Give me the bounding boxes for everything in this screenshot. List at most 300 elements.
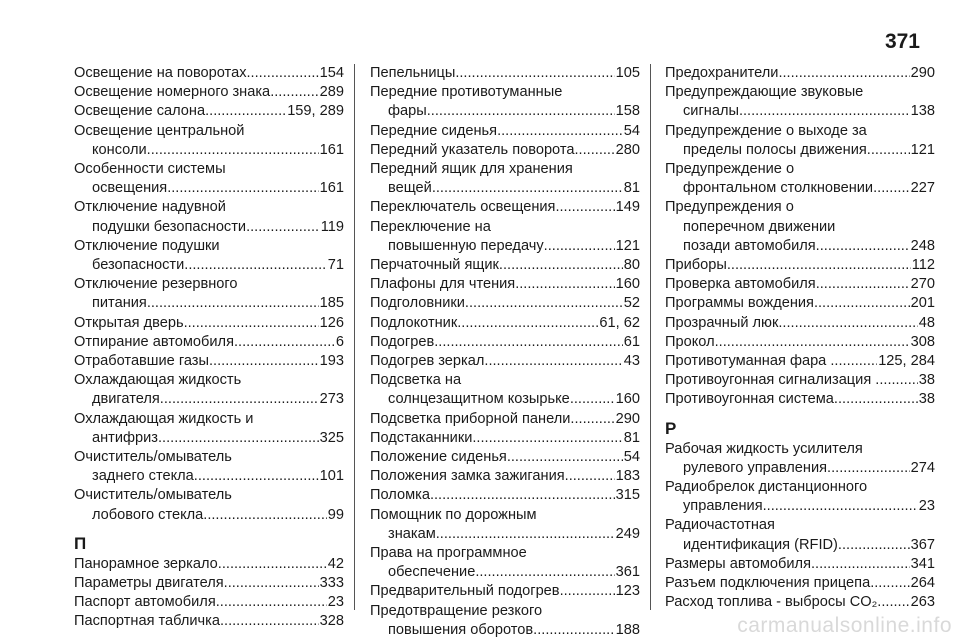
- dot-leader: [575, 141, 615, 160]
- entry-text: Предупреждающие звуковые: [665, 84, 864, 101]
- index-entry[interactable]: [370, 486, 640, 505]
- page-reference[interactable]: 125, 284: [878, 353, 935, 370]
- entry-text: Особенности системы: [74, 161, 226, 178]
- index-entry[interactable]: [370, 467, 640, 486]
- index-column-2: [370, 64, 640, 640]
- dot-leader: [879, 371, 917, 390]
- dot-leader: [220, 612, 319, 631]
- dot-leader: [246, 218, 320, 237]
- entry-line: [665, 478, 935, 497]
- page-reference[interactable]: 249: [615, 525, 640, 542]
- entry-line: [370, 218, 640, 237]
- entry-line: [665, 275, 935, 294]
- page-reference[interactable]: 201: [910, 295, 935, 312]
- page-reference[interactable]: 183: [615, 468, 640, 485]
- index-entry[interactable]: [665, 294, 935, 313]
- entry-text: Перчаточный ящик: [370, 257, 499, 274]
- entry-line: [665, 294, 935, 313]
- index-entry[interactable]: [665, 440, 935, 478]
- dot-leader: [465, 294, 623, 313]
- entry-text: Переключатель освещения: [370, 199, 556, 216]
- page-reference[interactable]: 43: [623, 353, 640, 370]
- entry-text: Радиочастотная: [665, 517, 775, 534]
- entry-line: [370, 256, 640, 275]
- dot-leader: [778, 314, 917, 333]
- index-entry[interactable]: [74, 237, 344, 275]
- entry-text: управления: [683, 498, 763, 515]
- page-reference[interactable]: 273: [319, 391, 344, 408]
- entry-text: поперечном движении: [683, 218, 836, 235]
- entry-line: [74, 179, 344, 198]
- page-reference[interactable]: 119: [320, 218, 344, 235]
- entry-text: Подголовники: [370, 295, 465, 312]
- entry-text: Подогрев: [370, 333, 435, 350]
- entry-text: Отработавшие газы: [74, 353, 209, 370]
- entry-line: [665, 198, 935, 217]
- page-reference[interactable]: 264: [910, 575, 935, 592]
- dot-leader: [203, 506, 327, 525]
- entry-text: Освещение салона: [74, 103, 206, 120]
- page-reference[interactable]: 99: [327, 506, 344, 523]
- page-reference[interactable]: 54: [623, 122, 640, 139]
- dot-leader: [434, 333, 623, 352]
- entry-text: идентификация (RFID): [683, 536, 838, 553]
- index-entry[interactable]: [74, 352, 344, 371]
- page-reference[interactable]: 81: [623, 180, 640, 197]
- index-column-3: [665, 64, 935, 612]
- page-reference[interactable]: 263: [910, 594, 935, 611]
- index-column-1: [74, 64, 344, 632]
- page-reference[interactable]: 38: [918, 372, 935, 389]
- page-reference[interactable]: 270: [910, 276, 935, 293]
- entry-line: [370, 179, 640, 198]
- entry-line: [370, 160, 640, 179]
- entry-text: Открытая дверь: [74, 314, 184, 331]
- entry-text: Помощник по дорожным: [370, 506, 537, 523]
- page-reference[interactable]: 23: [918, 498, 935, 515]
- index-entry[interactable]: [74, 448, 344, 486]
- dot-leader: [834, 390, 918, 409]
- entry-text: Паспортная табличка: [74, 613, 220, 630]
- entry-line: [74, 218, 344, 237]
- dot-leader: [484, 352, 622, 371]
- page-reference[interactable]: 81: [623, 429, 640, 446]
- entry-line: [665, 371, 935, 390]
- entry-line: [74, 486, 344, 505]
- entry-text: Предупреждение о: [665, 161, 795, 178]
- dot-leader: [570, 410, 614, 429]
- entry-line: [74, 64, 344, 83]
- page-reference[interactable]: 308: [910, 333, 935, 350]
- entry-text: Программы вождения: [665, 295, 814, 312]
- entry-line: [665, 179, 935, 198]
- dot-leader: [194, 467, 319, 486]
- dot-leader: [499, 256, 623, 275]
- entry-text: Очиститель/омыватель: [74, 487, 232, 504]
- dot-leader: [877, 179, 910, 198]
- dot-leader: [158, 429, 319, 448]
- entry-text: Прокол: [665, 333, 715, 350]
- entry-text: Отключение резервного: [74, 276, 238, 293]
- index-entry[interactable]: [74, 64, 344, 83]
- dot-leader: [218, 555, 327, 574]
- index-entry[interactable]: [665, 314, 935, 333]
- entry-line: [370, 198, 640, 217]
- page-reference[interactable]: 61, 62: [599, 314, 640, 331]
- index-entry[interactable]: [74, 314, 344, 333]
- index-entry[interactable]: [370, 410, 640, 429]
- entry-line: [665, 333, 935, 352]
- dot-leader: [430, 486, 615, 505]
- index-entry[interactable]: [665, 390, 935, 409]
- index-entry[interactable]: [370, 352, 640, 371]
- page-reference[interactable]: 123: [615, 583, 640, 600]
- entry-line: [370, 333, 640, 352]
- entry-line: [74, 294, 344, 313]
- entry-line: [370, 467, 640, 486]
- index-entry[interactable]: [74, 486, 344, 524]
- entry-text: Подлокотник: [370, 314, 458, 331]
- index-entry[interactable]: [74, 160, 344, 198]
- entry-text: Охлаждающая жидкость: [74, 372, 242, 389]
- page-reference[interactable]: 289: [319, 84, 344, 101]
- index-entry[interactable]: [74, 122, 344, 160]
- dot-leader: [533, 621, 614, 640]
- entry-text: Подстаканники: [370, 429, 473, 446]
- page-reference[interactable]: 367: [910, 536, 935, 553]
- entry-line: [665, 237, 935, 256]
- entry-text: подушки безопасности: [92, 218, 247, 235]
- dot-leader: [727, 256, 911, 275]
- entry-text: Отключение надувной: [74, 199, 226, 216]
- entry-line: [370, 141, 640, 160]
- entry-text: Пепельницы: [370, 65, 456, 81]
- page-reference[interactable]: 121: [615, 237, 640, 254]
- dot-leader: [565, 467, 615, 486]
- page-reference[interactable]: 193: [319, 353, 344, 370]
- entry-line: [370, 525, 640, 544]
- page-reference[interactable]: 315: [615, 487, 640, 504]
- entry-line: [74, 275, 344, 294]
- entry-text: лобового стекла: [92, 506, 204, 523]
- dot-leader: [184, 256, 327, 275]
- entry-text: Освещение номерного знака: [74, 84, 271, 101]
- entry-text: Передний указатель поворота: [370, 141, 575, 158]
- index-entry[interactable]: [665, 256, 935, 275]
- entry-text: питания: [92, 295, 147, 312]
- entry-line: [74, 390, 344, 409]
- entry-text: Параметры двигателя: [74, 575, 224, 592]
- index-entry[interactable]: [665, 516, 935, 554]
- entry-text: солнцезащитном козырьке: [388, 391, 570, 408]
- entry-line: [665, 574, 935, 593]
- index-entry[interactable]: [74, 555, 344, 574]
- index-entry[interactable]: [74, 275, 344, 313]
- page-reference[interactable]: 42: [327, 555, 344, 572]
- entry-line: [665, 314, 935, 333]
- entry-text: Передние сиденья: [370, 122, 498, 139]
- entry-text: вещей: [388, 180, 432, 197]
- entry-line: [665, 122, 935, 141]
- dot-leader: [224, 574, 319, 593]
- page-reference[interactable]: 126: [319, 314, 344, 331]
- page-reference[interactable]: 154: [319, 65, 344, 81]
- column-divider-1: [354, 64, 355, 610]
- entry-line: [370, 237, 640, 256]
- entry-line: [665, 459, 935, 478]
- index-entry[interactable]: [370, 544, 640, 582]
- index-entry[interactable]: [74, 593, 344, 612]
- entry-text: Освещение на поворотах: [74, 65, 247, 81]
- entry-line: [665, 390, 935, 409]
- page-reference[interactable]: 227: [910, 180, 935, 197]
- index-entry[interactable]: [665, 160, 935, 198]
- dot-leader: [432, 179, 623, 198]
- page-reference[interactable]: 71: [327, 257, 344, 274]
- entry-line: [74, 555, 344, 574]
- entry-text: Противоугонная система: [665, 391, 834, 408]
- dot-leader: [472, 429, 622, 448]
- dot-leader: [234, 333, 335, 352]
- page-reference[interactable]: 325: [319, 429, 344, 446]
- entry-text: Проверка автомобиля: [665, 276, 816, 293]
- dot-leader: [838, 536, 910, 555]
- index-entry[interactable]: [370, 371, 640, 409]
- entry-line: [370, 429, 640, 448]
- dot-leader: [455, 64, 614, 83]
- page-reference[interactable]: 61: [623, 333, 640, 350]
- entry-line: [74, 506, 344, 525]
- page-reference[interactable]: 188: [615, 621, 640, 638]
- index-entry[interactable]: [370, 160, 640, 198]
- entry-text: Положение сиденья: [370, 449, 507, 466]
- section-letter: Р: [665, 418, 677, 438]
- entry-line: [74, 256, 344, 275]
- page-reference[interactable]: 6: [335, 333, 344, 350]
- page-reference[interactable]: 290: [615, 410, 640, 427]
- entry-line: [370, 410, 640, 429]
- entry-line: [665, 83, 935, 102]
- page-reference[interactable]: 159, 289: [287, 103, 344, 120]
- dot-leader: [147, 141, 319, 160]
- entry-line: [74, 314, 344, 333]
- page-reference[interactable]: 38: [918, 391, 935, 408]
- dot-leader: [205, 102, 286, 121]
- entry-text: Подсветка на: [370, 372, 462, 389]
- entry-text: Права на программное: [370, 545, 527, 562]
- index-entry[interactable]: [665, 555, 935, 574]
- index-entry[interactable]: [370, 429, 640, 448]
- index-entry[interactable]: [370, 64, 640, 83]
- entry-text: рулевого управления: [683, 459, 828, 476]
- page-reference[interactable]: 161: [319, 180, 344, 197]
- page-reference[interactable]: 54: [623, 449, 640, 466]
- dot-leader: [270, 83, 318, 102]
- entry-line: [74, 141, 344, 160]
- index-entry[interactable]: [74, 410, 344, 448]
- entry-line: [370, 448, 640, 467]
- page-reference[interactable]: 185: [319, 295, 344, 312]
- page-reference[interactable]: 52: [623, 295, 640, 312]
- index-entry[interactable]: [74, 612, 344, 631]
- entry-text: Паспорт автомобиля: [74, 594, 216, 611]
- entry-line: [74, 83, 344, 102]
- page-reference[interactable]: 80: [623, 257, 640, 274]
- page-reference[interactable]: 160: [615, 391, 640, 408]
- dot-leader: [544, 237, 615, 256]
- page-reference[interactable]: 333: [319, 575, 344, 592]
- index-entry[interactable]: [370, 141, 640, 160]
- index-entry[interactable]: [370, 333, 640, 352]
- entry-text: Предохранители: [665, 65, 779, 81]
- index-entry[interactable]: [665, 352, 935, 371]
- index-entry[interactable]: [370, 83, 640, 121]
- index-entry[interactable]: [370, 294, 640, 313]
- dot-leader: [816, 275, 910, 294]
- entry-text: Противоугонная сигнализация .: [665, 372, 880, 389]
- page-reference[interactable]: 248: [910, 237, 935, 254]
- index-entry[interactable]: [665, 122, 935, 160]
- entry-text: Подогрев зеркал: [370, 353, 485, 370]
- index-entry[interactable]: [370, 256, 640, 275]
- entry-line: [370, 102, 640, 121]
- page-reference[interactable]: 290: [910, 65, 935, 81]
- index-entry[interactable]: [74, 198, 344, 236]
- page-reference[interactable]: 138: [910, 103, 935, 120]
- index-entry[interactable]: [665, 64, 935, 83]
- entry-line: [370, 602, 640, 621]
- page-reference[interactable]: 101: [319, 468, 344, 485]
- index-entry[interactable]: [370, 218, 640, 256]
- entry-text: Панорамное зеркало: [74, 555, 218, 572]
- entry-text: Освещение центральной: [74, 122, 245, 139]
- entry-line: [74, 237, 344, 256]
- entry-text: повышения оборотов: [388, 621, 534, 638]
- dot-leader: [475, 563, 614, 582]
- entry-line: [74, 122, 344, 141]
- page-reference[interactable]: 161: [319, 141, 344, 158]
- index-entry[interactable]: [370, 275, 640, 294]
- entry-text: обеспечение: [388, 564, 476, 581]
- entry-text: Предупреждение о выходе за: [665, 122, 867, 139]
- page-reference[interactable]: 112: [911, 257, 935, 274]
- index-entry[interactable]: [370, 582, 640, 601]
- index-entry[interactable]: [370, 198, 640, 217]
- entry-line: [74, 574, 344, 593]
- index-entry[interactable]: [370, 448, 640, 467]
- dot-leader: [843, 352, 878, 371]
- index-entry[interactable]: [370, 122, 640, 141]
- dot-leader: [247, 64, 319, 83]
- index-entry[interactable]: [74, 371, 344, 409]
- dot-leader: [209, 352, 319, 371]
- entry-text: Охлаждающая жидкость и: [74, 410, 254, 427]
- dot-leader: [739, 102, 910, 121]
- entry-text: Подсветка приборной панели: [370, 410, 571, 427]
- entry-line: [74, 371, 344, 390]
- page-reference[interactable]: 274: [910, 459, 935, 476]
- index-entry[interactable]: [665, 333, 935, 352]
- entry-text: двигателя: [92, 391, 160, 408]
- entry-line: [370, 621, 640, 640]
- dot-leader: [167, 179, 318, 198]
- entry-text: Радиобрелок дистанционного: [665, 479, 868, 496]
- index-entry[interactable]: [665, 478, 935, 516]
- dot-leader: [827, 459, 910, 478]
- entry-text: повышенную передачу: [388, 237, 544, 254]
- index-entry[interactable]: [665, 574, 935, 593]
- dot-leader: [147, 294, 319, 313]
- entry-line: [370, 563, 640, 582]
- index-entry[interactable]: [665, 371, 935, 390]
- index-entry[interactable]: [74, 83, 344, 102]
- dot-leader: [867, 141, 910, 160]
- entry-line: [74, 593, 344, 612]
- entry-text: фронтальном столкновении.: [683, 180, 878, 197]
- page-reference[interactable]: 48: [918, 314, 935, 331]
- index-entry[interactable]: [665, 275, 935, 294]
- index-entry[interactable]: [665, 198, 935, 256]
- dot-leader: [555, 198, 614, 217]
- page-reference[interactable]: 105: [615, 65, 640, 81]
- page-reference[interactable]: 158: [615, 103, 640, 120]
- dot-leader: [814, 294, 910, 313]
- page-reference[interactable]: 361: [615, 564, 640, 581]
- entry-text: сигналы: [683, 103, 739, 120]
- entry-line: [370, 83, 640, 102]
- index-entry[interactable]: [74, 102, 344, 121]
- dot-leader: [507, 448, 623, 467]
- index-entry[interactable]: [74, 574, 344, 593]
- entry-line: [665, 256, 935, 275]
- index-entry[interactable]: [665, 83, 935, 121]
- entry-line: [665, 218, 935, 237]
- page-reference[interactable]: 280: [615, 141, 640, 158]
- dot-leader: [811, 555, 910, 574]
- entry-text: Рабочая жидкость усилителя: [665, 440, 863, 457]
- entry-text: пределы полосы движения: [683, 141, 867, 158]
- entry-text: фары: [388, 103, 427, 120]
- entry-text: Размеры автомобиля: [665, 555, 811, 572]
- entry-text: Очиститель/омыватель: [74, 449, 232, 466]
- index-entry[interactable]: [370, 314, 640, 333]
- entry-line: [370, 275, 640, 294]
- index-entry[interactable]: [74, 333, 344, 352]
- entry-text: Предварительный подогрев: [370, 583, 560, 600]
- entry-text: Прозрачный люк: [665, 314, 779, 331]
- index-entry[interactable]: [370, 506, 640, 544]
- entry-text: Приборы: [665, 257, 727, 274]
- entry-line: [370, 486, 640, 505]
- page-reference[interactable]: 160: [615, 276, 640, 293]
- index-entry[interactable]: [370, 602, 640, 640]
- dot-leader: [570, 390, 615, 409]
- dot-leader: [184, 314, 319, 333]
- page-reference[interactable]: 328: [319, 613, 344, 630]
- entry-line: [665, 141, 935, 160]
- page-reference[interactable]: 149: [615, 199, 640, 216]
- page-reference[interactable]: 341: [910, 555, 935, 572]
- section-letter: П: [74, 533, 87, 553]
- entry-line: [665, 440, 935, 459]
- dot-leader: [874, 574, 909, 593]
- entry-line: [74, 160, 344, 179]
- page-reference[interactable]: 23: [327, 594, 344, 611]
- index-entry[interactable]: [665, 593, 935, 612]
- entry-text: Передние противотуманные: [370, 84, 563, 101]
- page-reference[interactable]: 121: [910, 141, 935, 158]
- entry-line: [665, 352, 935, 371]
